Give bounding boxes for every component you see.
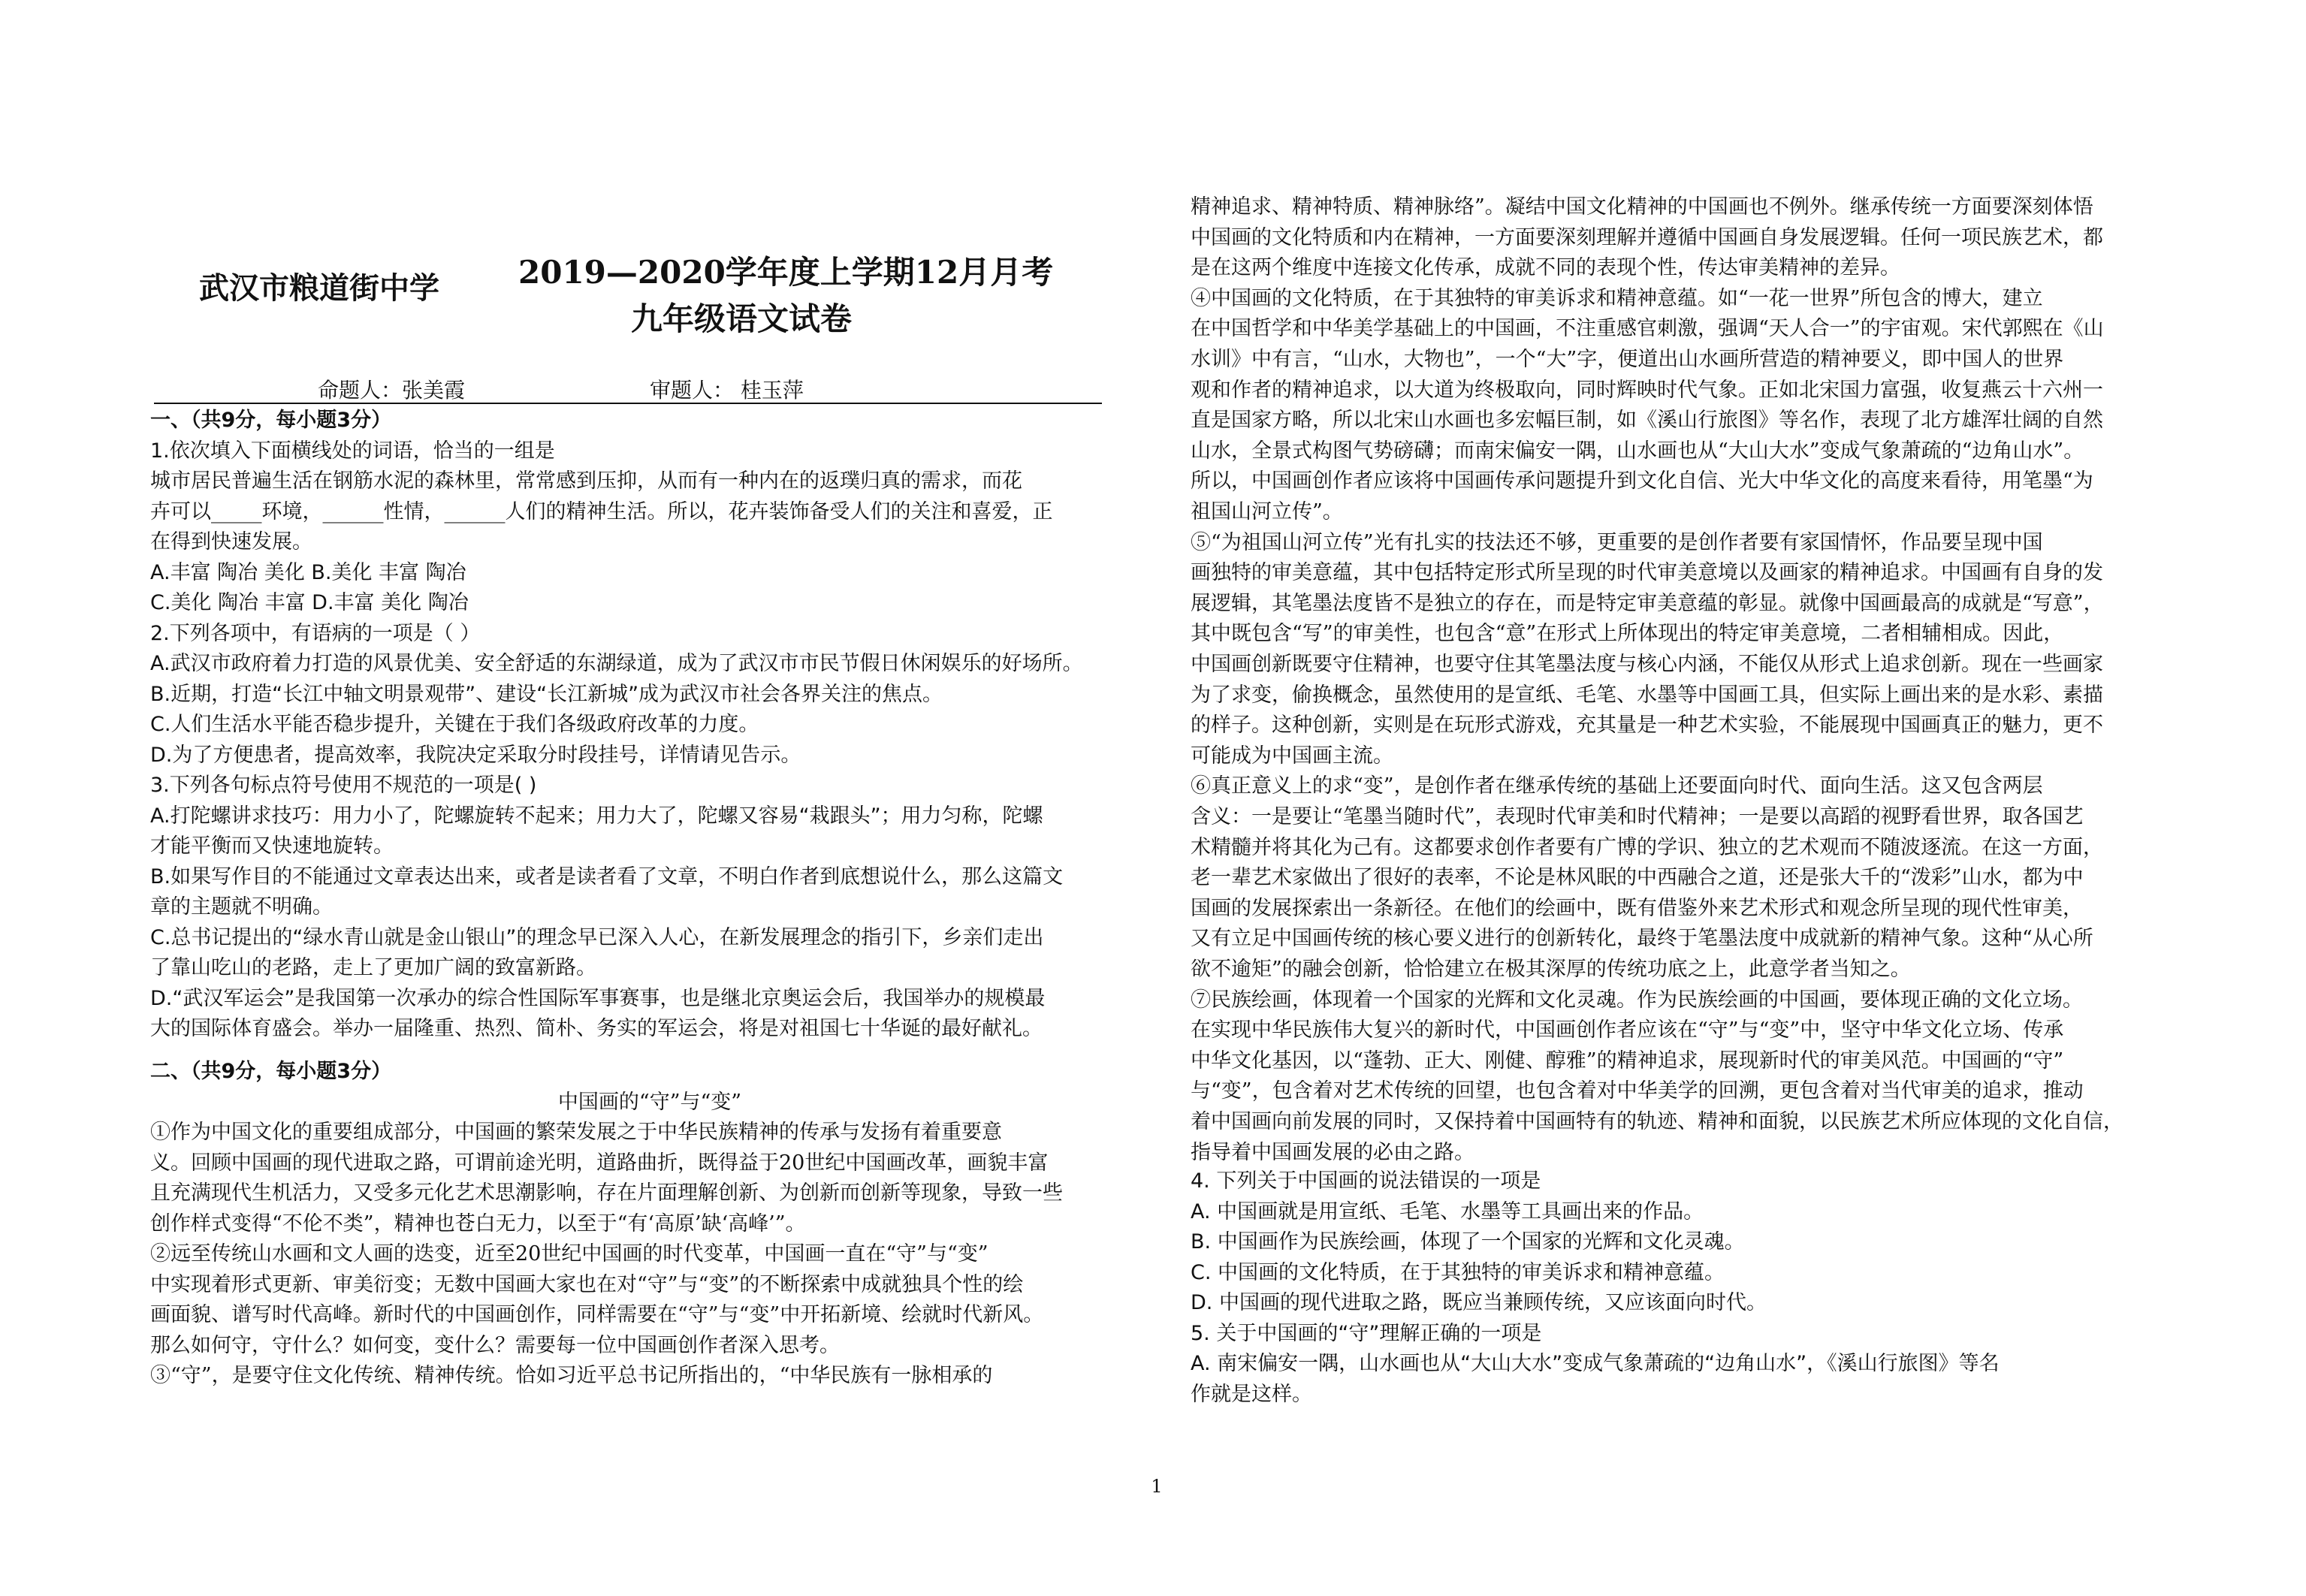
text-line: 中华文化基因，以“蓬勃、正大、刚健、醇雅”的精神追求，展现新时代的审美风范。中国画的“守” xyxy=(1191,1048,2064,1073)
text-line: 可能成为中国画主流。 xyxy=(1191,744,1393,768)
text-line: 其中既包含“写”的审美性，也包含“意”在形式上所体现出的特定审美意境，二者相辅相成。因此， xyxy=(1191,622,2064,646)
text-line: A.丰富 陶冶 美化 B.美化 丰富 陶冶 xyxy=(150,560,466,584)
text-line: 老一辈艺术家做出了很好的表率，不论是林风眠的中西融合之道，还是张大千的“泼彩”山水，都为中 xyxy=(1191,866,2084,890)
text-line: 国画的发展探索出一条新径。在他们的绘画中，既有借鉴外来艺术形式和观念所呈现的现代性审美， xyxy=(1191,896,2083,920)
text-line: 一、（共9分，每小题3分） xyxy=(150,409,392,432)
text-line: 了靠山吃山的老路，走上了更加广阔的致富新路。 xyxy=(150,956,596,979)
text-line: 在得到快速发展。 xyxy=(150,530,312,554)
text-line: 直是国家方略，所以北宋山水画也多宏幅巨制，如《溪山行旅图》等名作，表现了北方雄浑壮阔的自然 xyxy=(1191,409,2103,433)
text-line: ②远至传统山水画和文人画的迭变，近至20世纪中国画的时代变革，中国画一直在“守”与“变” xyxy=(150,1242,989,1266)
text-line: ④中国画的文化特质，在于其独特的审美诉求和精神意蕴。如“一花一世界”所包含的博大，建立 xyxy=(1191,286,2043,310)
text-line: 中国画创新既要守住精神，也要守住其笔墨法度与核心内涵，不能仅从形式上追求创新。现在一些画家 xyxy=(1191,653,2103,676)
text-line: 又有立足中国画传统的核心要义进行的创新转化，最终于笔墨法度中成就新的精神气象。这种“从心所 xyxy=(1191,927,2093,951)
text-line: C.人们生活水平能否稳步提升，关键在于我们各级政府改革的力度。 xyxy=(150,713,759,736)
text-line: B. 中国画作为民族绘画，体现了一个国家的光辉和文化灵魂。 xyxy=(1191,1230,1745,1254)
school-name: 武汉市粮道街中学 xyxy=(199,270,439,306)
text-line: 且充满现代生机活力，又受多元化艺术思潮影响，存在片面理解创新、为创新而创新等现象，导致一些 xyxy=(150,1181,1063,1205)
page-number: 1 xyxy=(1151,1476,1163,1497)
text-line: 与“变”，包含着对艺术传统的回望，也包含着对中华美学的回溯，更包含着对当代审美的追求，推动 xyxy=(1191,1079,2084,1103)
text-line: 大的国际体育盛会。举办一届隆重、热烈、简朴、务实的军运会，将是对祖国七十华诞的最好献礼。 xyxy=(150,1017,1043,1040)
text-line: 画独特的审美意蕴，其中包括特定形式所呈现的时代审美意境以及画家的精神追求。中国画有自身的发 xyxy=(1191,561,2103,585)
text-line: 5. 关于中国画的“守”理解正确的一项是 xyxy=(1191,1321,1542,1345)
text-line: 3.下列各句标点符号使用不规范的一项是( ) xyxy=(150,774,537,797)
text-line: A. 南宋偏安一隅，山水画也从“大山大水”变成气象萧疏的“边角山水”，《溪山行旅图》等名 xyxy=(1191,1352,2000,1375)
text-line: 才能平衡而又快速地旋转。 xyxy=(150,834,394,858)
text-line: D.“武汉军运会”是我国第一次承办的综合性国际军事赛事，也是继北京奥运会后，我国举办的规模最 xyxy=(150,986,1046,1010)
text-line: 中国画的“守”与“变” xyxy=(557,1090,742,1114)
text-line: 水训》中有言，“山水，大物也”，一个“大”字，便道出山水画所营造的精神要义，即中国人的世界 xyxy=(1191,348,2064,371)
reviewer: 审题人： 桂玉萍 xyxy=(650,378,804,403)
credits-bar xyxy=(154,373,1102,404)
text-line: 中国画的文化特质和内在精神，一方面要深刻理解并遵循中国画自身发展逻辑。任何一项民族艺术，都 xyxy=(1191,225,2103,249)
text-line: 画面貌、谱写时代高峰。新时代的中国画创作，同样需要在“守”与“变”中开拓新境、绘就时代新风。 xyxy=(150,1303,1044,1326)
text-line: 4. 下列关于中国画的说法错误的一项是 xyxy=(1191,1169,1541,1193)
text-line: 中实现着形式更新、审美衍变；无数中国画大家也在对“守”与“变”的不断探索中成就独具个性的绘 xyxy=(150,1272,1024,1296)
text-line: A.打陀螺讲求技巧：用力小了，陀螺旋转不起来；用力大了，陀螺又容易“栽跟头”；用力匀称，陀螺 xyxy=(150,804,1043,828)
text-line: 创作样式变得“不伦不类”，精神也苍白无力，以至于“有‘高原’缺‘高峰’”。 xyxy=(150,1211,806,1235)
text-line: ⑦民族绘画，体现着一个国家的光辉和文化灵魂。作为民族绘画的中国画，要体现正确的文化立场。 xyxy=(1191,988,2083,1012)
text-line: 二、（共9分，每小题3分） xyxy=(150,1060,392,1083)
text-line: 是在这两个维度中连接文化传承，成就不同的表现个性，传达审美精神的差异。 xyxy=(1191,256,1900,280)
text-line: A.武汉市政府着力打造的风景优美、安全舒适的东湖绿道，成为了武汉市市民节假日休闲娱乐的好场所。 xyxy=(150,652,1083,675)
text-line: 那么如何守，守什么？如何变，变什么？需要每一位中国画创作者深入思考。 xyxy=(150,1333,840,1357)
text-line: ⑤“为祖国山河立传”光有扎实的技法还不够，更重要的是创作者要有家国情怀，作品要呈现中国 xyxy=(1191,530,2043,554)
text-line: 在实现中华民族伟大复兴的新时代，中国画创作者应该在“守”与“变”中，坚守中华文化立场、传承 xyxy=(1191,1018,2064,1042)
text-line: D. 中国画的现代进取之路，既应当兼顾传统，又应该面向时代。 xyxy=(1191,1291,1767,1314)
text-line: 精神追求、精神特质、精神脉络”。凝结中国文化精神的中国画也不例外。继承传统一方面要深刻体悟 xyxy=(1191,195,2093,219)
text-line: B.如果写作目的不能通过文章表达出来，或者是读者看了文章，不明白作者到底想说什么，那么这篇文 xyxy=(150,864,1064,889)
text-line: 1.依次填入下面横线处的词语，恰当的一组是 xyxy=(150,439,555,463)
text-line: 展逻辑，其笔墨法度皆不是独立的存在，而是特定审美意蕴的彰显。就像中国画最高的成就是“写意”， xyxy=(1191,591,2104,615)
text-line: C.美化 陶冶 丰富 D.丰富 美化 陶冶 xyxy=(150,591,469,614)
text-line: 指导着中国画发展的必由之路。 xyxy=(1191,1140,1474,1164)
exam-title: 2019—2020学年度上学期12月月考 xyxy=(518,254,1054,291)
text-line: 在中国哲学和中华美学基础上的中国画，不注重感官刺激，强调“天人合一”的宇宙观。宋代郭熙在《山 xyxy=(1191,317,2104,341)
text-line: 为了求变，偷换概念，虽然使用的是宣纸、毛笔、水墨等中国画工具，但实际上画出来的是水彩、素描 xyxy=(1191,683,2103,707)
text-line: 所以，中国画创作者应该将中国画传承问题提升到文化自信、光大中华文化的高度来看待，用笔墨“为 xyxy=(1191,469,2093,493)
text-line: 山水，全景式构图气势磅礴；而南宋偏安一隅，山水画也从“大山大水”变成气象萧疏的“边角山水”。 xyxy=(1191,439,2084,463)
text-line: 章的主题就不明确。 xyxy=(150,895,333,919)
text-line: 城市居民普遍生活在钢筋水泥的森林里，常常感到压抑，从而有一种内在的返璞归真的需求，而花 xyxy=(150,469,1022,493)
text-line: 含义：一是要让“笔墨当随时代”，表现时代审美和时代精神；一是要以高蹈的视野看世界，取各国艺 xyxy=(1191,805,2084,828)
text-line: 欲不逾矩”的融会创新，恰恰建立在极其深厚的传统功底之上，此意学者当知之。 xyxy=(1191,958,1911,981)
exam-subtitle: 九年级语文试卷 xyxy=(631,300,853,337)
text-line: C.总书记提出的“绿水青山就是金山银山”的理念早已深入人心，在新发展理念的指引下，乡亲们走出 xyxy=(150,925,1044,949)
text-line: 观和作者的精神追求，以大道为终极取向，同时辉映时代气象。正如北宋国力富强，收复燕云十六州一 xyxy=(1191,378,2103,402)
text-line: ⑥真正意义上的求“变”，是创作者在继承传统的基础上还要面向时代、面向生活。这又包含两层 xyxy=(1191,774,2043,798)
text-line: 义。回顾中国画的现代进取之路，可谓前途光明，道路曲折，既得益于20世纪中国画改革，画貌丰富 xyxy=(150,1151,1049,1175)
text-line: 着中国画向前发展的同时，又保持着中国画特有的轨迹、精神和面貌，以民族艺术所应体现的文化自信， xyxy=(1191,1110,2123,1133)
text-line: 卉可以_____环境，______性情，______人们的精神生活。所以，花卉装饰备受人们的关注和喜爱，正 xyxy=(150,499,1053,523)
text-line: D.为了方便患者，提高效率，我院决定采取分时段挂号，详情请见告示。 xyxy=(150,743,801,767)
text-line: A. 中国画就是用宣纸、毛笔、水墨等工具画出来的作品。 xyxy=(1191,1199,1704,1223)
text-line: 祖国山河立传”。 xyxy=(1191,500,1343,523)
text-line: B.近期，打造“长江中轴文明景观带”、建设“长江新城”成为武汉市社会各界关注的焦点。 xyxy=(150,682,943,706)
text-line: 作就是这样。 xyxy=(1191,1382,1312,1406)
text-line: 的样子。这种创新，实则是在玩形式游戏，充其量是一种艺术实验，不能展现中国画真正的魅力，更不 xyxy=(1191,714,2103,738)
text-line: 2.下列各项中，有语病的一项是（ ） xyxy=(150,621,481,645)
text-line: 术精髓并将其化为己有。这都要求创作者要有广博的学识、独立的艺术观而不随波逐流。在这一方面， xyxy=(1191,835,2103,859)
text-line: C. 中国画的文化特质，在于其独特的审美诉求和精神意蕴。 xyxy=(1191,1260,1725,1284)
author: 命题人：张美霞 xyxy=(318,378,466,403)
text-line: ①作为中国文化的重要组成部分，中国画的繁荣发展之于中华民族精神的传承与发扬有着重要意 xyxy=(150,1121,1002,1144)
text-line: ③“守”，是要守住文化传统、精神传统。恰如习近平总书记所指出的，“中华民族有一脉相承的 xyxy=(150,1364,993,1387)
